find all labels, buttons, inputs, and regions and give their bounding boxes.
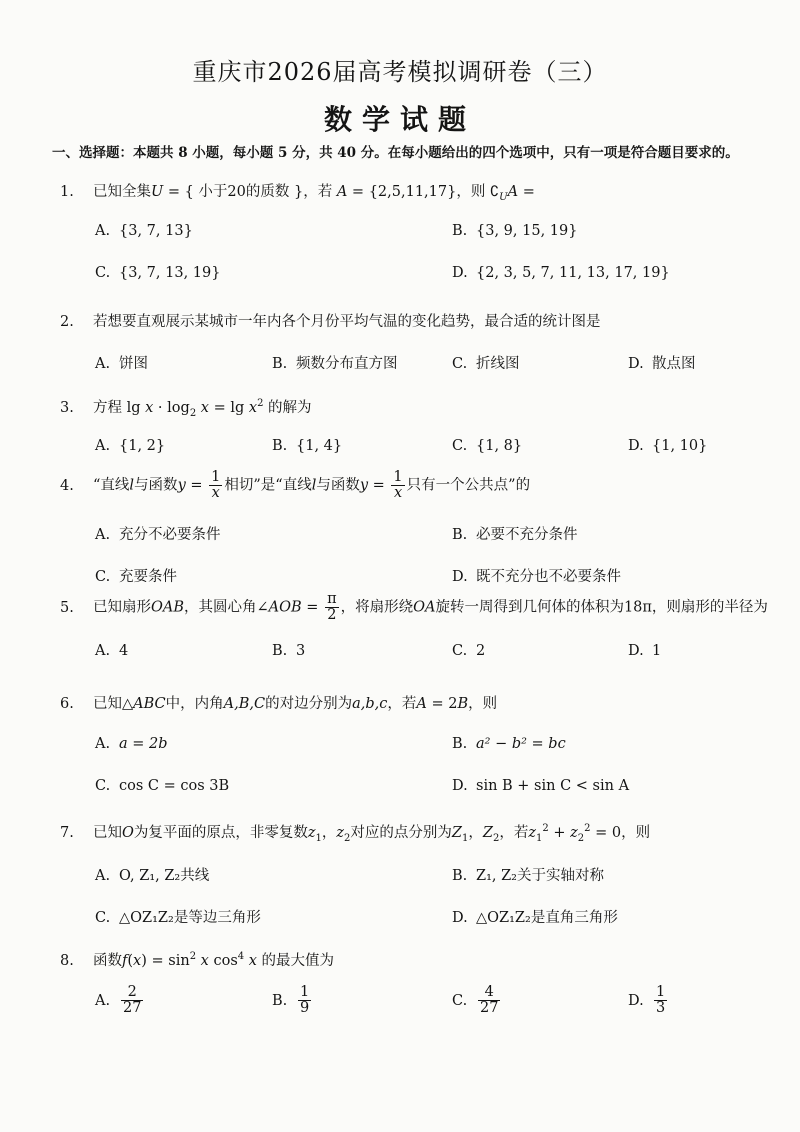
question-number: 7.	[60, 825, 74, 841]
question-3-option-d: D. {1, 10}	[628, 438, 708, 454]
question-8-option-d: D. $\frac{1}{3}$	[628, 984, 666, 1017]
question-6-option-d: D. sin B + sin C < sin A	[452, 778, 630, 794]
question-2-option-c: C. 折线图	[452, 356, 520, 372]
section-instructions: 一、选择题：本题共 8 小题，每小题 5 分，共 40 分。在每小题给出的四个选项中，只有一项是符合题目要求的。	[52, 145, 739, 161]
question-1-option-b: B. {3, 9, 15, 19}	[452, 223, 578, 239]
question-6-stem: 6. 已知△ABC中，内角A,B,C的对边分别为a,b,c，若A = 2B，则	[60, 696, 498, 712]
question-2-stem: 2. 若想要直观展示某城市一年内各个月份平均气温的变化趋势，最合适的统计图是	[60, 314, 601, 330]
question-6-option-b: B. a² − b² = bc	[452, 736, 566, 752]
question-5-stem: 5. 已知扇形OAB，其圆心角∠AOB = $\frac{\pi}{2}$ ，将扇形绕OA旋转一周得到几何体的体积为18π，则扇形的半径为	[60, 591, 768, 624]
fraction-one-over-x: $\frac{1}{x}$	[211, 469, 221, 502]
question-1-option-c: C. {3, 7, 13, 19}	[95, 265, 221, 281]
exam-subtitle: 数学试题	[323, 103, 476, 136]
question-5-option-d: D. 1	[628, 643, 662, 659]
question-4-stem: 4. “直线l与函数y = $\frac{1}{x}$ 相切”是“直线l与函数y = $\frac{1}{x}$ 只有一个公共点”的	[60, 469, 531, 502]
exam-title: 重庆市2026届高考模拟调研卷（三）	[192, 58, 608, 86]
fraction-value: $\frac{1}{3}$	[656, 984, 666, 1017]
question-4-option-a: A. 充分不必要条件	[95, 527, 221, 543]
fraction-pi-over-2: $\frac{\pi}{2}$	[327, 591, 337, 624]
question-number: 3.	[60, 400, 74, 416]
question-5-option-b: B. 3	[272, 643, 306, 659]
question-4-option-d: D. 既不充分也不必要条件	[452, 569, 621, 585]
question-8-option-c: C. $\frac{4}{27}$	[452, 984, 499, 1017]
question-6-option-c: C. cos C = cos 3B	[95, 778, 230, 794]
question-4-option-c: C. 充要条件	[95, 569, 177, 585]
question-2-option-a: A. 饼图	[95, 356, 148, 372]
question-number: 5.	[60, 599, 74, 616]
question-3-option-b: B. {1, 4}	[272, 438, 343, 454]
question-1-stem: 1. 已知全集U = { 小于20的质数 }，若 A = {2,5,11,17}，则 $∁_UA$ =	[60, 184, 535, 203]
question-7-stem: 7. 已知O为复平面的原点，非零复数$z_1$，$z_2$对应的点分别为$Z_1$，$Z_2$，若$z_1^2 + z_2^2 = 0$，则	[60, 823, 651, 844]
question-3-option-a: A. {1, 2}	[95, 438, 166, 454]
question-number: 2.	[60, 314, 74, 330]
fraction-value: $\frac{2}{27}$	[123, 984, 142, 1017]
fraction-value: $\frac{4}{27}$	[480, 984, 499, 1017]
question-1-option-d: D. {2, 3, 5, 7, 11, 13, 17, 19}	[452, 265, 670, 281]
question-3-option-c: C. {1, 8}	[452, 438, 523, 454]
question-8-stem: 8. 函数$f(x) = \sin^2 x$ $\cos^4 x$ 的最大值为	[60, 951, 335, 969]
question-2-option-d: D. 散点图	[628, 356, 696, 372]
question-4-option-b: B. 必要不充分条件	[452, 527, 578, 543]
question-5-option-a: A. 4	[95, 643, 129, 659]
question-number: 6.	[60, 696, 74, 712]
question-8-option-b: B. $\frac{1}{9}$	[272, 984, 310, 1017]
question-6-option-a: A. a = 2b	[95, 736, 168, 752]
question-number: 4.	[60, 477, 74, 494]
question-1-option-a: A. {3, 7, 13}	[95, 223, 193, 239]
question-3-stem: 3. 方程 $\lg x \cdot \log_2 x = \lg x^2$ 的解为	[60, 398, 312, 419]
question-7-option-a: A. O, Z₁, Z₂共线	[95, 868, 210, 884]
question-8-option-a: A. $\frac{2}{27}$	[95, 984, 142, 1017]
question-7-option-d: D. △OZ₁Z₂是直角三角形	[452, 910, 618, 926]
fraction-one-over-x: $\frac{1}{x}$	[393, 469, 403, 502]
question-2-option-b: B. 频数分布直方图	[272, 356, 398, 372]
question-number: 1.	[60, 184, 74, 200]
question-7-option-b: B. Z₁, Z₂关于实轴对称	[452, 868, 604, 884]
question-5-option-c: C. 2	[452, 643, 486, 659]
question-number: 8.	[60, 953, 74, 969]
question-7-option-c: C. △OZ₁Z₂是等边三角形	[95, 910, 261, 926]
fraction-value: $\frac{1}{9}$	[300, 984, 310, 1017]
